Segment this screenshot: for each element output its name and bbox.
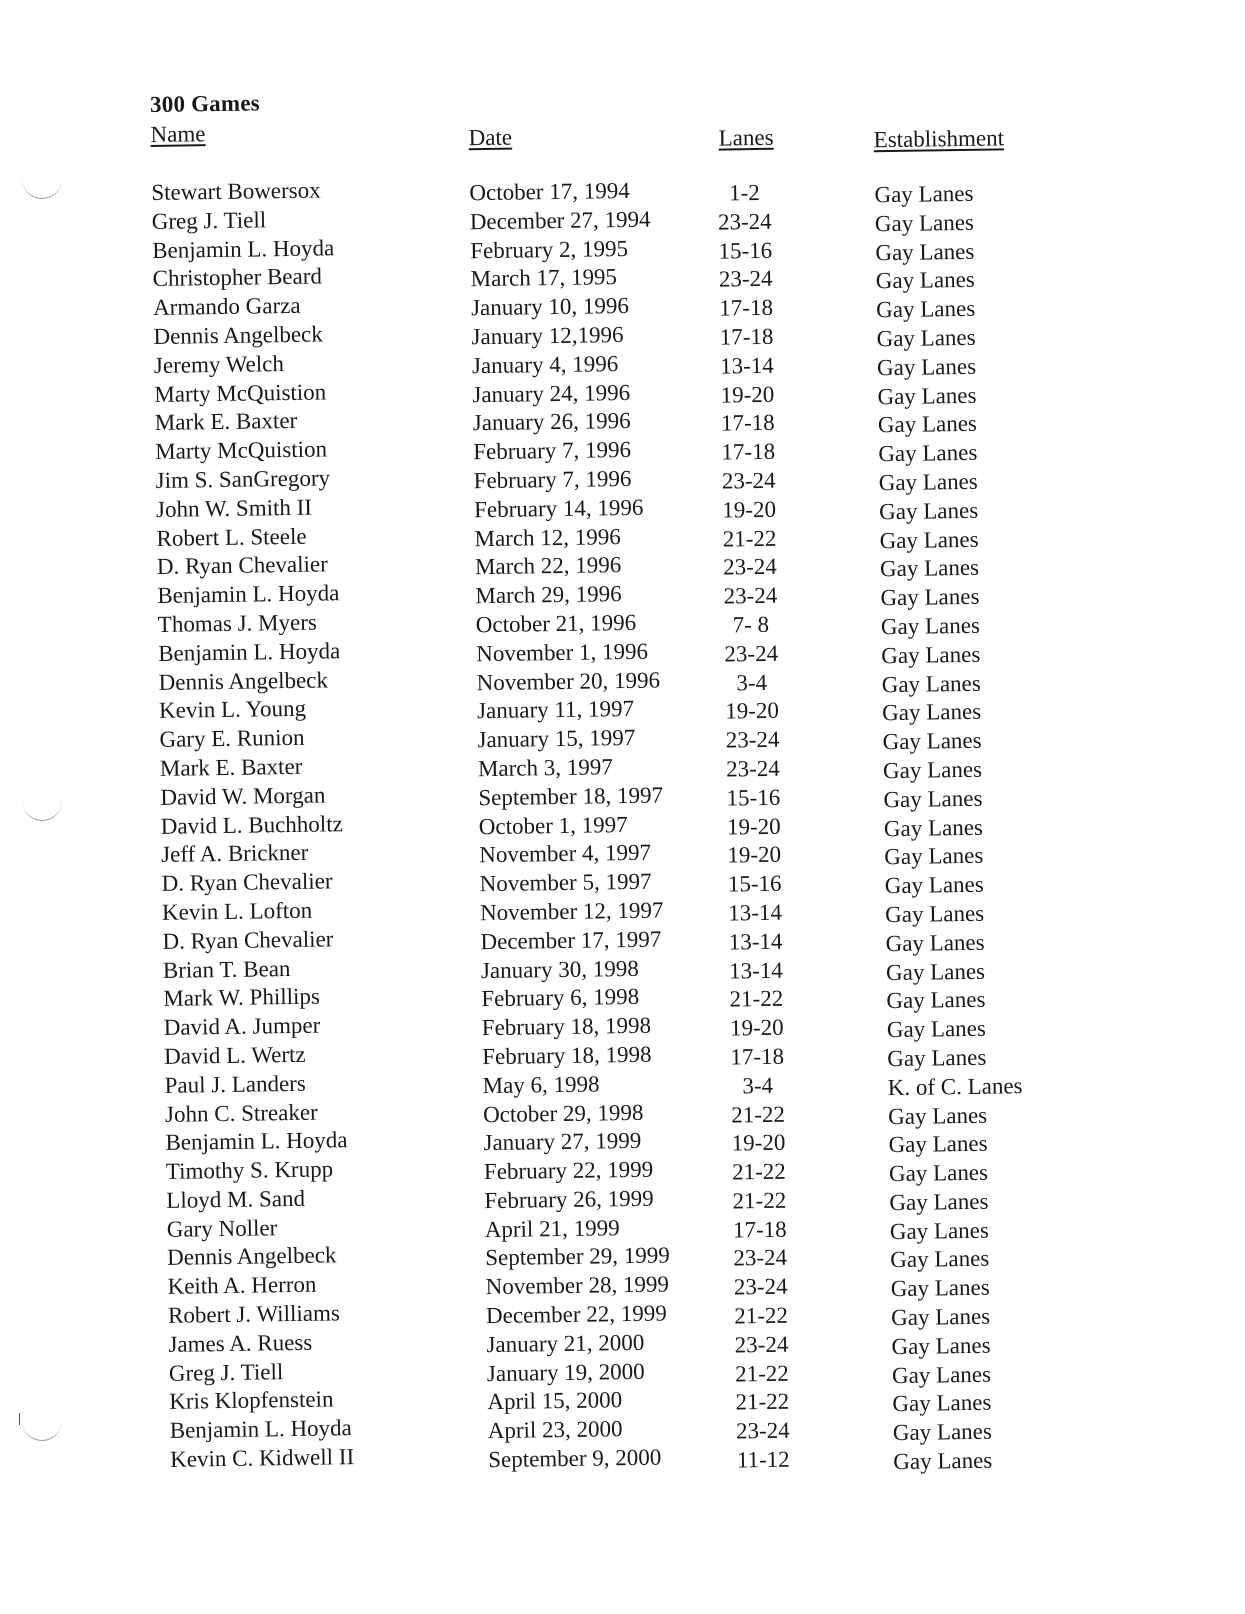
cell-lanes: 19-20: [726, 813, 781, 840]
cell-establishment: Gay Lanes: [887, 1102, 988, 1129]
cell-lanes: 21-22: [732, 1187, 787, 1214]
cell-establishment: Gay Lanes: [891, 1361, 992, 1388]
cell-lanes: 17-18: [720, 410, 775, 436]
cell-establishment: Gay Lanes: [890, 1274, 990, 1302]
cell-name: Kevin L. Lofton: [161, 897, 313, 925]
cell-name: David L. Buchholtz: [160, 810, 343, 839]
cell-establishment: Gay Lanes: [877, 382, 977, 409]
cell-establishment: Gay Lanes: [893, 1447, 993, 1475]
cell-lanes: 19-20: [722, 496, 777, 523]
cell-establishment: Gay Lanes: [884, 900, 985, 928]
cell-name: Armando Garza: [152, 292, 301, 321]
cell-date: January 4, 1996: [471, 350, 619, 379]
cell-date: October 17, 1994: [469, 177, 630, 206]
cell-establishment: Gay Lanes: [876, 295, 976, 323]
cell-establishment: Gay Lanes: [878, 439, 978, 467]
cell-date: January 21, 2000: [486, 1329, 645, 1358]
cell-lanes: 19-20: [731, 1129, 786, 1156]
cell-name: D. Ryan Chevalier: [162, 926, 334, 954]
cell-date: January 19, 2000: [486, 1358, 645, 1386]
cell-name: Jim S. SanGregory: [155, 465, 331, 493]
cell-date: April 23, 2000: [487, 1416, 623, 1444]
cell-establishment: Gay Lanes: [880, 612, 981, 640]
cell-establishment: Gay Lanes: [876, 324, 976, 352]
cell-date: February 2, 1995: [470, 235, 629, 263]
cell-lanes: 23-24: [721, 467, 776, 494]
cell-establishment: Gay Lanes: [875, 238, 975, 265]
cell-lanes: 17-18: [732, 1216, 787, 1243]
games-table: [1, 164, 1245, 1478]
cell-establishment: K. of C. Lanes: [887, 1072, 1023, 1100]
cell-name: Greg J. Tiell: [168, 1358, 284, 1386]
cell-name: Robert L. Steele: [156, 523, 307, 551]
cell-date: December 22, 1999: [485, 1300, 667, 1329]
cell-name: John W. Smith II: [155, 494, 313, 522]
cell-name: Jeff A. Brickner: [161, 840, 309, 868]
cell-name: Lloyd M. Sand: [166, 1185, 306, 1213]
cell-lanes: 19-20: [720, 381, 775, 408]
cell-name: Dennis Angelbeck: [166, 1242, 337, 1271]
column-header-lanes: Lanes: [718, 124, 774, 151]
column-header-date: Date: [468, 124, 513, 151]
cell-name: Marty McQuistion: [155, 436, 328, 465]
cell-name: Gary Noller: [166, 1214, 278, 1242]
cell-name: D. Ryan Chevalier: [161, 868, 333, 897]
cell-date: May 6, 1998: [482, 1071, 600, 1098]
cell-establishment: Gay Lanes: [874, 209, 975, 237]
cell-date: November 1, 1996: [476, 638, 649, 666]
cell-lanes: 21-22: [734, 1360, 789, 1387]
cell-establishment: Gay Lanes: [889, 1217, 990, 1244]
cell-name: Brian T. Bean: [162, 955, 291, 983]
cell-establishment: Gay Lanes: [879, 526, 979, 553]
cell-name: Keith A. Herron: [167, 1271, 317, 1300]
cell-name: Jeremy Welch: [153, 350, 285, 378]
cell-lanes: 21-22: [735, 1389, 790, 1415]
cell-establishment: Gay Lanes: [884, 843, 984, 870]
cell-name: Robert J. Williams: [167, 1300, 340, 1328]
cell-lanes: 15-16: [726, 784, 781, 811]
cell-date: February 7, 1996: [473, 465, 632, 494]
cell-lanes: 23-24: [725, 755, 780, 782]
cell-establishment: Gay Lanes: [882, 756, 983, 784]
cell-name: John C. Streaker: [164, 1099, 318, 1127]
cell-date: December 27, 1994: [469, 206, 651, 235]
cell-lanes: 23-24: [723, 582, 778, 609]
cell-establishment: Gay Lanes: [881, 641, 981, 668]
cell-date: January 30, 1998: [480, 955, 639, 983]
cell-establishment: Gay Lanes: [886, 987, 986, 1014]
cell-establishment: Gay Lanes: [878, 468, 978, 496]
cell-lanes: 13-14: [728, 928, 783, 955]
cell-date: February 14, 1996: [473, 494, 644, 523]
cell-establishment: Gay Lanes: [892, 1390, 992, 1417]
cell-establishment: Gay Lanes: [875, 267, 975, 294]
cell-lanes: 3-4: [736, 669, 768, 695]
cell-establishment: Gay Lanes: [891, 1332, 991, 1360]
page-title: 300 Games: [149, 90, 261, 117]
cell-lanes: 23-24: [722, 554, 778, 580]
cell-lanes: 21-22: [722, 525, 777, 552]
cell-lanes: 23-24: [733, 1273, 788, 1300]
cell-date: December 17, 1997: [480, 926, 662, 954]
cell-date: October 1, 1997: [478, 811, 628, 839]
cell-lanes: 13-14: [719, 352, 775, 379]
cell-name: David L. Wertz: [164, 1041, 306, 1069]
cell-name: Timothy S. Krupp: [165, 1156, 334, 1184]
cell-establishment: Gay Lanes: [887, 1044, 987, 1072]
cell-lanes: 23-24: [735, 1417, 790, 1444]
cell-lanes: 15-16: [718, 237, 773, 264]
cell-lanes: 7- 8: [732, 611, 770, 638]
cell-name: Benjamin L. Hoyda: [169, 1415, 352, 1444]
cell-lanes: 11-12: [736, 1446, 790, 1473]
cell-date: November 5, 1997: [479, 868, 652, 897]
cell-name: Christopher Beard: [152, 263, 323, 292]
cell-date: November 12, 1997: [479, 897, 664, 926]
cell-establishment: Gay Lanes: [883, 814, 984, 841]
cell-date: February 6, 1998: [481, 984, 640, 1012]
cell-date: September 9, 2000: [488, 1444, 662, 1473]
cell-establishment: Gay Lanes: [884, 871, 984, 899]
cell-lanes: 17-18: [719, 323, 774, 350]
cell-lanes: 21-22: [731, 1101, 786, 1127]
cell-date: February 7, 1996: [473, 437, 632, 465]
cell-lanes: 1-2: [728, 179, 760, 206]
cell-name: Stewart Bowersox: [151, 177, 321, 205]
cell-lanes: 19-20: [729, 1014, 784, 1041]
cell-date: February 18, 1998: [482, 1041, 652, 1070]
cell-lanes: 13-14: [728, 899, 783, 926]
cell-name: Kevin L. Young: [158, 696, 307, 724]
cell-name: David A. Jumper: [163, 1012, 321, 1041]
cell-date: February 22, 1999: [483, 1156, 654, 1185]
cell-date: November 28, 1999: [485, 1271, 670, 1300]
cell-name: Dennis Angelbeck: [153, 321, 323, 349]
cell-establishment: Gay Lanes: [882, 727, 982, 755]
cell-establishment: Gay Lanes: [881, 670, 981, 697]
cell-date: September 29, 1999: [485, 1242, 670, 1271]
cell-date: April 15, 2000: [487, 1387, 623, 1415]
cell-date: November 20, 1996: [476, 667, 661, 695]
cell-name: Gary E. Runion: [159, 724, 305, 753]
cell-name: D. Ryan Chevalier: [156, 551, 328, 580]
cell-establishment: Gay Lanes: [874, 180, 974, 208]
cell-date: March 3, 1997: [477, 754, 613, 782]
cell-name: Mark W. Phillips: [163, 983, 321, 1012]
cell-date: September 18, 1997: [478, 782, 664, 810]
cell-establishment: Gay Lanes: [876, 353, 977, 381]
cell-name: Dennis Angelbeck: [158, 666, 329, 695]
cell-establishment: Gay Lanes: [888, 1130, 988, 1158]
cell-lanes: 23-24: [718, 266, 773, 292]
cell-establishment: Gay Lanes: [885, 929, 985, 956]
cell-establishment: Gay Lanes: [877, 411, 978, 438]
cell-establishment: Gay Lanes: [883, 785, 983, 812]
cell-establishment: Gay Lanes: [880, 583, 980, 611]
cell-lanes: 21-22: [731, 1158, 786, 1185]
cell-establishment: Gay Lanes: [885, 958, 986, 985]
cell-lanes: 21-22: [734, 1302, 789, 1329]
cell-date: February 26, 1999: [484, 1185, 654, 1214]
cell-date: February 18, 1998: [481, 1012, 652, 1041]
cell-name: David W. Morgan: [160, 782, 326, 810]
cell-name: Greg J. Tiell: [151, 207, 267, 234]
cell-date: October 29, 1998: [482, 1099, 644, 1127]
column-header-establishment: Establishment: [873, 125, 1005, 153]
cell-date: January 15, 1997: [477, 725, 636, 753]
cell-date: January 26, 1996: [472, 408, 631, 436]
cell-lanes: 17-18: [730, 1043, 785, 1070]
cell-name: Kris Klopfenstein: [169, 1386, 334, 1415]
column-header-name: Name: [150, 121, 206, 147]
cell-lanes: 19-20: [725, 698, 780, 724]
cell-name: Thomas J. Myers: [157, 609, 318, 637]
cell-name: Paul J. Landers: [164, 1070, 306, 1098]
cell-date: October 21, 1996: [475, 609, 637, 638]
cell-lanes: 13-14: [728, 957, 783, 984]
cell-name: James A. Ruess: [168, 1329, 313, 1357]
cell-date: March 29, 1996: [475, 581, 622, 609]
cell-establishment: Gay Lanes: [881, 699, 982, 726]
cell-name: Benjamin L. Hoyda: [165, 1127, 348, 1156]
cell-establishment: Gay Lanes: [879, 555, 980, 582]
cell-establishment: Gay Lanes: [892, 1418, 993, 1446]
cell-date: March 17, 1995: [470, 264, 618, 292]
cell-date: January 10, 1996: [470, 293, 630, 321]
cell-name: Benjamin L. Hoyda: [157, 580, 340, 609]
cell-lanes: 23-24: [733, 1245, 788, 1271]
cell-establishment: Gay Lanes: [878, 497, 979, 524]
cell-lanes: 19-20: [727, 842, 782, 868]
cell-lanes: 23-24: [734, 1331, 789, 1358]
cell-lanes: 17-18: [721, 438, 776, 465]
cell-name: Marty McQuistion: [154, 378, 327, 407]
cell-date: January 12,1996: [471, 321, 624, 350]
cell-date: January 24, 1996: [472, 379, 631, 407]
cell-name: Benjamin L. Hoyda: [152, 234, 335, 263]
cell-date: April 21, 1999: [484, 1214, 620, 1242]
cell-lanes: 23-24: [717, 208, 772, 235]
cell-lanes: 3-4: [742, 1072, 774, 1099]
cell-lanes: 15-16: [727, 870, 782, 897]
cell-date: November 4, 1997: [479, 839, 652, 868]
cell-name: Mark E. Baxter: [154, 408, 298, 436]
cell-establishment: Gay Lanes: [890, 1303, 991, 1331]
cell-name: Kevin C. Kidwell II: [169, 1444, 355, 1472]
cell-establishment: Gay Lanes: [888, 1159, 989, 1187]
cell-name: Benjamin L. Hoyda: [158, 637, 341, 666]
cell-lanes: 23-24: [724, 640, 779, 667]
cell-establishment: Gay Lanes: [886, 1015, 987, 1043]
cell-lanes: 21-22: [729, 986, 784, 1012]
cell-date: January 11, 1997: [476, 696, 635, 724]
cell-date: March 22, 1996: [474, 552, 622, 580]
cell-date: March 12, 1996: [474, 523, 621, 551]
cell-establishment: Gay Lanes: [890, 1246, 990, 1273]
cell-date: January 27, 1999: [483, 1128, 642, 1156]
cell-name: Mark E. Baxter: [159, 753, 303, 781]
cell-lanes: 17-18: [719, 294, 774, 321]
cell-lanes: 23-24: [725, 726, 780, 753]
cell-establishment: Gay Lanes: [889, 1188, 989, 1216]
